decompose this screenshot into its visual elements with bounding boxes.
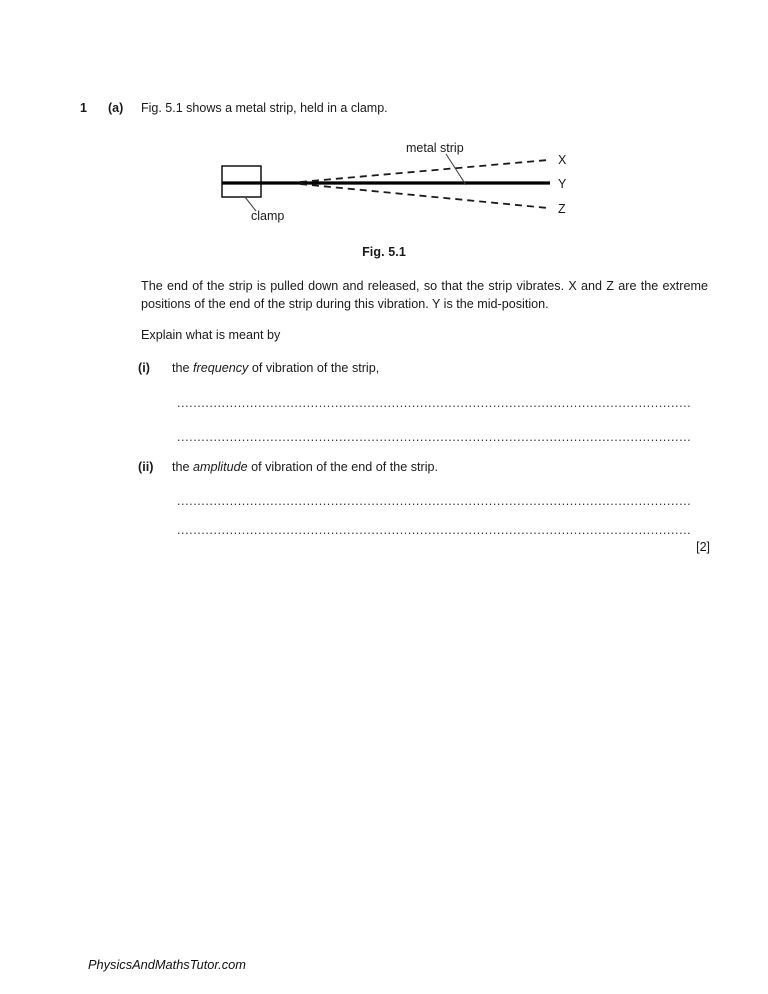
sub-question-i-text bbox=[172, 360, 710, 378]
answer-line-1[interactable]: ............................................................................................................................... bbox=[177, 396, 692, 410]
figure-diagram bbox=[0, 130, 768, 240]
question-stem: Fig. 5.1 shows a metal strip, held in a clamp. bbox=[141, 101, 388, 115]
metal-strip-label: metal strip bbox=[406, 141, 464, 155]
clamp-label: clamp bbox=[251, 209, 285, 223]
answer-line-4[interactable]: ............................................................................................................................... bbox=[177, 523, 692, 537]
sub-i-text-before: the bbox=[172, 361, 194, 375]
question-instruction: Explain what is meant by bbox=[141, 328, 281, 342]
sub-ii-text-before: the bbox=[172, 460, 194, 474]
label-z: Z bbox=[558, 202, 566, 216]
sub-ii-emphasis: amplitude bbox=[193, 460, 248, 474]
footer-watermark: PhysicsAndMathsTutor.com bbox=[88, 957, 246, 972]
sub-question-i-marker: (i) bbox=[138, 361, 150, 375]
sub-question-ii-text bbox=[172, 459, 710, 477]
label-x: X bbox=[558, 153, 567, 167]
question-number: 1 bbox=[80, 101, 87, 115]
extreme-position-z-line bbox=[300, 184, 548, 208]
extreme-position-x-line bbox=[300, 160, 548, 182]
answer-line-2[interactable]: ............................................................................................................................... bbox=[177, 430, 692, 444]
sub-i-text-after: of vibration of the strip, bbox=[248, 361, 380, 375]
question-part-label: (a) bbox=[108, 101, 124, 115]
question-description: The end of the strip is pulled down and released, so that the strip vibrates. X and Z are the extreme positions of the end of the strip during this vibration. Y is the mid-position. bbox=[141, 279, 708, 311]
sub-question-ii-marker: (ii) bbox=[138, 460, 154, 474]
answer-line-3[interactable]: ............................................................................................................................... bbox=[177, 494, 692, 508]
question-header bbox=[80, 100, 720, 117]
figure-caption: Fig. 5.1 bbox=[362, 245, 406, 259]
sub-question-i bbox=[138, 360, 710, 378]
sub-question-ii bbox=[138, 459, 710, 477]
marks-allocation: [2] bbox=[696, 540, 710, 554]
label-y: Y bbox=[558, 177, 567, 191]
sub-ii-text-after: of vibration of the end of the strip. bbox=[247, 460, 439, 474]
sub-i-emphasis: frequency bbox=[193, 361, 249, 375]
